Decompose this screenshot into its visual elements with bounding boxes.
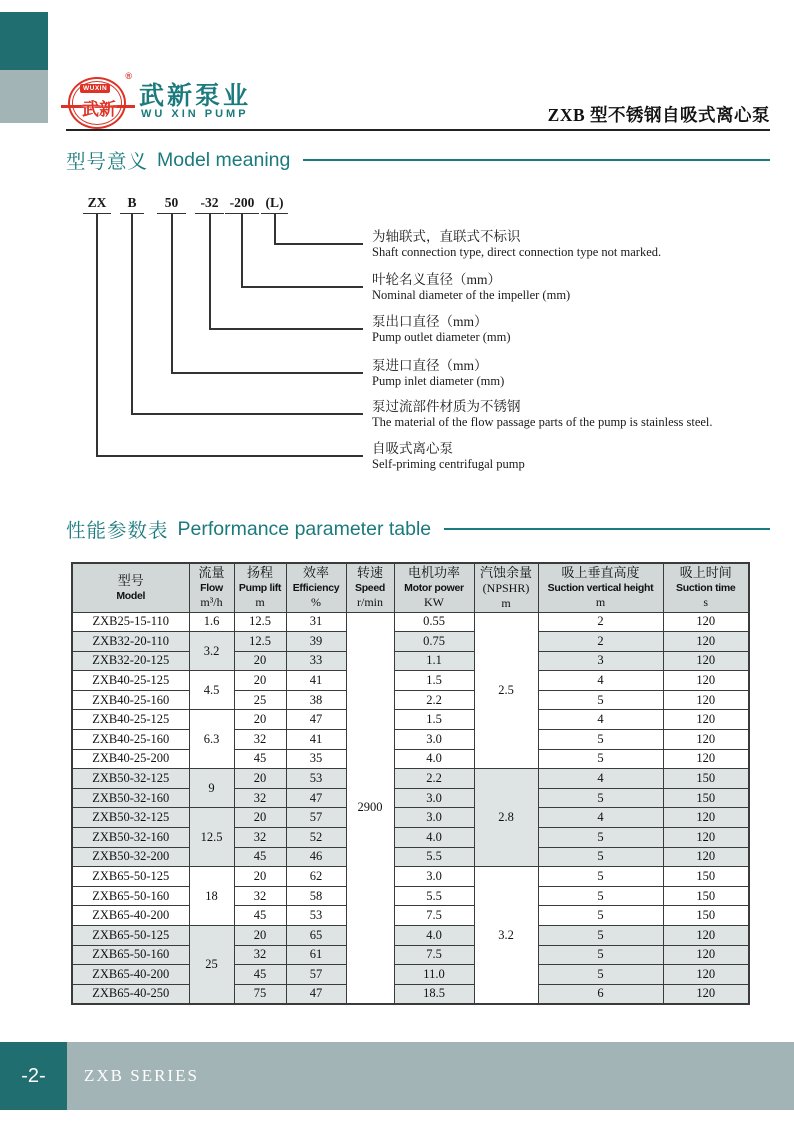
table-row [72,651,749,671]
col-header-pump-lift: 扬程 Pump lift m [234,563,286,612]
pump-lift-cell: 12.5 [234,632,286,652]
model-cell: ZXB50-32-160 [72,828,189,848]
pump-lift-cell: 45 [234,847,286,867]
logo-cn-text: 武新 [82,100,116,119]
model-cell: ZXB65-50-160 [72,945,189,965]
performance-table-body [72,612,749,1004]
efficiency-cell: 52 [286,828,346,848]
table-row [72,690,749,710]
motor-power-cell: 3.0 [394,808,474,828]
suction-time-cell: 120 [663,984,749,1004]
leader-line [131,413,363,415]
npshr-cell: 3.2 [474,867,538,1004]
table-header-row [72,563,749,612]
suction-time-cell: 120 [663,710,749,730]
col-header-npshr: 汽蚀余量 (NPSHR) m [474,563,538,612]
pump-lift-cell: 32 [234,886,286,906]
suction-time-cell: 120 [663,965,749,985]
model-cell: ZXB65-40-250 [72,984,189,1004]
col-header-model: 型号 Model [72,563,189,612]
suction-height-cell: 5 [538,886,663,906]
flow-cell: 12.5 [189,808,234,867]
model-cell: ZXB40-25-125 [72,671,189,691]
suction-height-cell: 2 [538,632,663,652]
speed-cell: 2900 [346,612,394,1004]
leader-line [171,213,173,372]
table-row [72,828,749,848]
model-code-part: -32 [195,195,224,214]
suction-height-cell: 5 [538,926,663,946]
efficiency-cell: 57 [286,965,346,985]
suction-height-cell: 5 [538,945,663,965]
model-cell: ZXB65-40-200 [72,906,189,926]
pump-lift-cell: 20 [234,710,286,730]
model-cell: ZXB25-15-110 [72,612,189,632]
suction-time-cell: 150 [663,906,749,926]
col-header-suction-time: 吸上时间 Suction time s [663,563,749,612]
suction-height-cell: 5 [538,749,663,769]
col-header-motor-power: 电机功率 Motor power KW [394,563,474,612]
pump-lift-cell: 20 [234,867,286,887]
leader-line [241,213,243,286]
model-meaning-label: 泵过流部件材质为不锈钢 The material of the flow passage parts of the pump is stainless steel. [372,399,713,429]
motor-power-cell: 4.0 [394,926,474,946]
motor-power-cell: 1.5 [394,671,474,691]
suction-time-cell: 120 [663,945,749,965]
model-cell: ZXB40-25-125 [72,710,189,730]
motor-power-cell: 4.0 [394,828,474,848]
header-rule [66,129,770,131]
motor-power-cell: 3.0 [394,730,474,750]
col-header-suction-height: 吸上垂直高度 Suction vertical height m [538,563,663,612]
model-cell: ZXB50-32-125 [72,769,189,789]
efficiency-cell: 33 [286,651,346,671]
section-title-performance [66,515,770,543]
suction-time-cell: 120 [663,671,749,691]
corner-block-light [0,70,48,123]
model-meaning-label: 叶轮名义直径（mm） Nominal diameter of the impeller (mm) [372,272,571,302]
pump-lift-cell: 32 [234,788,286,808]
npshr-cell: 2.5 [474,612,538,769]
efficiency-cell: 41 [286,730,346,750]
efficiency-cell: 35 [286,749,346,769]
suction-height-cell: 4 [538,710,663,730]
page-title: ZXB 型不锈钢自吸式离心泵 [547,105,770,125]
pump-lift-cell: 20 [234,671,286,691]
brand-name-en: WU XIN PUMP [141,108,249,120]
suction-height-cell: 4 [538,671,663,691]
flow-cell: 6.3 [189,710,234,769]
table-row [72,926,749,946]
efficiency-cell: 47 [286,984,346,1004]
pump-lift-cell: 25 [234,690,286,710]
suction-time-cell: 120 [663,749,749,769]
table-row [72,632,749,652]
motor-power-cell: 18.5 [394,984,474,1004]
table-row [72,984,749,1004]
section-title-cn: 性能参数表 [66,520,169,542]
model-cell: ZXB40-25-160 [72,730,189,750]
table-row [72,671,749,691]
motor-power-cell: 5.5 [394,886,474,906]
efficiency-cell: 65 [286,926,346,946]
flow-cell: 18 [189,867,234,926]
table-row [72,867,749,887]
flow-cell: 25 [189,926,234,1004]
leader-line [241,286,363,288]
leader-line [209,328,363,330]
efficiency-cell: 47 [286,710,346,730]
efficiency-cell: 38 [286,690,346,710]
table-row [72,749,749,769]
motor-power-cell: 3.0 [394,867,474,887]
flow-cell: 3.2 [189,632,234,671]
pump-lift-cell: 45 [234,749,286,769]
suction-height-cell: 4 [538,808,663,828]
model-code-part: ZX [83,195,111,214]
suction-height-cell: 5 [538,906,663,926]
suction-time-cell: 120 [663,730,749,750]
suction-time-cell: 120 [663,808,749,828]
model-code-part: -200 [225,195,259,214]
pump-lift-cell: 45 [234,965,286,985]
section-title-model-meaning [66,146,770,174]
suction-time-cell: 150 [663,769,749,789]
motor-power-cell: 7.5 [394,906,474,926]
model-cell: ZXB50-32-200 [72,847,189,867]
table-row [72,886,749,906]
flow-cell: 1.6 [189,612,234,632]
col-header-speed: 转速 Speed r/min [346,563,394,612]
model-code-part: (L) [261,195,288,214]
pump-lift-cell: 20 [234,651,286,671]
table-row [72,906,749,926]
efficiency-cell: 53 [286,906,346,926]
pump-lift-cell: 20 [234,769,286,789]
table-row [72,612,749,632]
efficiency-cell: 62 [286,867,346,887]
suction-time-cell: 120 [663,612,749,632]
pump-lift-cell: 12.5 [234,612,286,632]
motor-power-cell: 0.75 [394,632,474,652]
model-cell: ZXB40-25-160 [72,690,189,710]
suction-time-cell: 120 [663,632,749,652]
company-logo [66,71,132,131]
model-cell: ZXB32-20-110 [72,632,189,652]
suction-height-cell: 2 [538,612,663,632]
flow-cell: 4.5 [189,671,234,710]
pump-lift-cell: 32 [234,828,286,848]
table-row [72,847,749,867]
suction-time-cell: 120 [663,651,749,671]
motor-power-cell: 2.2 [394,769,474,789]
corner-block-dark [0,12,48,70]
title-rule [444,528,770,530]
section-title-cn: 型号意义 [66,151,149,173]
efficiency-cell: 41 [286,671,346,691]
motor-power-cell: 1.1 [394,651,474,671]
motor-power-cell: 1.5 [394,710,474,730]
title-rule [303,159,770,161]
model-meaning-label: 泵出口直径（mm） Pump outlet diameter (mm) [372,314,511,344]
pump-lift-cell: 32 [234,730,286,750]
model-meaning-label: 自吸式离心泵 Self-priming centrifugal pump [372,441,525,471]
suction-height-cell: 5 [538,965,663,985]
registered-trademark-icon: ® [125,71,132,81]
suction-time-cell: 120 [663,847,749,867]
leader-line [171,372,363,374]
section-title-en: Model meaning [157,148,291,171]
table-row [72,788,749,808]
suction-time-cell: 150 [663,886,749,906]
motor-power-cell: 11.0 [394,965,474,985]
suction-height-cell: 5 [538,847,663,867]
table-row [72,710,749,730]
pump-lift-cell: 32 [234,945,286,965]
performance-table [71,562,750,1005]
table-row [72,730,749,750]
model-meaning-label: 泵进口直径（mm） Pump inlet diameter (mm) [372,358,505,388]
suction-height-cell: 5 [538,690,663,710]
model-meaning-label: 为轴联式，直联式不标识 Shaft connection type, direct connection type not marked. [372,229,662,259]
suction-height-cell: 5 [538,788,663,808]
model-cell: ZXB65-40-200 [72,965,189,985]
leader-line [274,213,276,243]
pump-lift-cell: 20 [234,808,286,828]
motor-power-cell: 2.2 [394,690,474,710]
logo-badge: WUXIN [80,84,110,93]
model-code-part: B [120,195,144,214]
suction-time-cell: 150 [663,867,749,887]
suction-time-cell: 150 [663,788,749,808]
suction-height-cell: 6 [538,984,663,1004]
pump-lift-cell: 45 [234,906,286,926]
efficiency-cell: 61 [286,945,346,965]
efficiency-cell: 47 [286,788,346,808]
model-cell: ZXB32-20-125 [72,651,189,671]
leader-line [96,455,363,457]
suction-height-cell: 3 [538,651,663,671]
table-row [72,945,749,965]
efficiency-cell: 31 [286,612,346,632]
col-header-efficiency: 效率 Efficiency % [286,563,346,612]
section-title-en: Performance parameter table [177,517,432,540]
efficiency-cell: 39 [286,632,346,652]
suction-height-cell: 5 [538,730,663,750]
suction-time-cell: 120 [663,926,749,946]
model-cell: ZXB65-50-125 [72,867,189,887]
model-cell: ZXB50-32-125 [72,808,189,828]
model-code-part: 50 [157,195,186,214]
motor-power-cell: 5.5 [394,847,474,867]
efficiency-cell: 58 [286,886,346,906]
model-cell: ZXB65-50-125 [72,926,189,946]
leader-line [96,213,98,455]
motor-power-cell: 7.5 [394,945,474,965]
leader-line [274,243,363,245]
table-row [72,769,749,789]
table-row [72,965,749,985]
table-row [72,808,749,828]
npshr-cell: 2.8 [474,769,538,867]
brand-name-cn: 武新泵业 [139,82,252,110]
suction-height-cell: 5 [538,867,663,887]
efficiency-cell: 57 [286,808,346,828]
page-number: -2- [0,1042,67,1110]
model-cell: ZXB65-50-160 [72,886,189,906]
suction-height-cell: 5 [538,828,663,848]
model-cell: ZXB50-32-160 [72,788,189,808]
suction-time-cell: 120 [663,690,749,710]
pump-lift-cell: 20 [234,926,286,946]
col-header-flow: 流量 Flow m³/h [189,563,234,612]
suction-height-cell: 4 [538,769,663,789]
motor-power-cell: 0.55 [394,612,474,632]
flow-cell: 9 [189,769,234,808]
series-banner: ZXB SERIES [67,1042,794,1110]
motor-power-cell: 3.0 [394,788,474,808]
leader-line [209,213,211,328]
efficiency-cell: 46 [286,847,346,867]
leader-line [131,213,133,413]
motor-power-cell: 4.0 [394,749,474,769]
suction-time-cell: 120 [663,828,749,848]
pump-lift-cell: 75 [234,984,286,1004]
model-cell: ZXB40-25-200 [72,749,189,769]
efficiency-cell: 53 [286,769,346,789]
